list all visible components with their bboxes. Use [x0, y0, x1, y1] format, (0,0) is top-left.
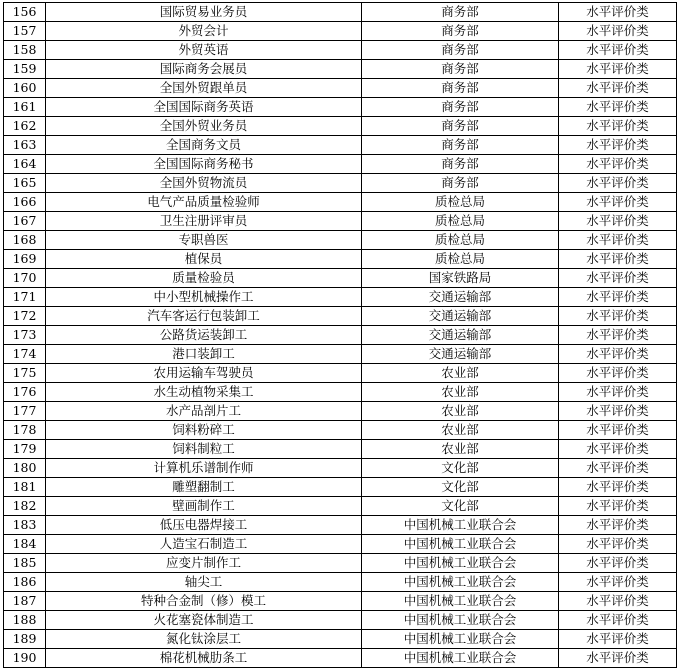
- category-cell: 水平评价类: [559, 79, 677, 98]
- category-cell: 水平评价类: [559, 60, 677, 79]
- row-number-cell: 185: [4, 554, 46, 573]
- department-cell: 商务部: [362, 3, 559, 22]
- category-cell: 水平评价类: [559, 41, 677, 60]
- row-number-cell: 159: [4, 60, 46, 79]
- category-cell: 水平评价类: [559, 212, 677, 231]
- department-cell: 商务部: [362, 174, 559, 193]
- row-number-cell: 186: [4, 573, 46, 592]
- occupation-name-cell: 全国国际商务秘书: [46, 155, 362, 174]
- table-row: [4, 98, 677, 117]
- occupation-name-cell: 中小型机械操作工: [46, 288, 362, 307]
- table-row: [4, 3, 677, 22]
- row-number-cell: 160: [4, 79, 46, 98]
- department-cell: 国家铁路局: [362, 269, 559, 288]
- row-number-cell: 167: [4, 212, 46, 231]
- table-row: [4, 535, 677, 554]
- department-cell: 商务部: [362, 41, 559, 60]
- department-cell: 中国机械工业联合会: [362, 649, 559, 668]
- row-number-cell: 174: [4, 345, 46, 364]
- category-cell: 水平评价类: [559, 288, 677, 307]
- row-number-cell: 177: [4, 402, 46, 421]
- department-cell: 交通运输部: [362, 288, 559, 307]
- category-cell: 水平评价类: [559, 535, 677, 554]
- department-cell: 交通运输部: [362, 345, 559, 364]
- table-row: [4, 364, 677, 383]
- document-page: [3, 2, 677, 668]
- department-cell: 商务部: [362, 155, 559, 174]
- department-cell: 农业部: [362, 364, 559, 383]
- department-cell: 质检总局: [362, 250, 559, 269]
- table-row: [4, 269, 677, 288]
- department-cell: 农业部: [362, 421, 559, 440]
- category-cell: 水平评价类: [559, 307, 677, 326]
- row-number-cell: 168: [4, 231, 46, 250]
- occupation-name-cell: 壁画制作工: [46, 497, 362, 516]
- category-cell: 水平评价类: [559, 231, 677, 250]
- occupation-name-cell: 氮化钛涂层工: [46, 630, 362, 649]
- occupation-name-cell: 特种合金制（修）模工: [46, 592, 362, 611]
- table-row: [4, 174, 677, 193]
- category-cell: 水平评价类: [559, 250, 677, 269]
- occupation-name-cell: 全国外贸跟单员: [46, 79, 362, 98]
- department-cell: 中国机械工业联合会: [362, 611, 559, 630]
- table-row: [4, 421, 677, 440]
- occupation-name-cell: 计算机乐谱制作师: [46, 459, 362, 478]
- department-cell: 中国机械工业联合会: [362, 554, 559, 573]
- category-cell: 水平评价类: [559, 573, 677, 592]
- occupation-name-cell: 电气产品质量检验师: [46, 193, 362, 212]
- occupation-name-cell: 植保员: [46, 250, 362, 269]
- row-number-cell: 180: [4, 459, 46, 478]
- occupation-name-cell: 质量检验员: [46, 269, 362, 288]
- department-cell: 中国机械工业联合会: [362, 535, 559, 554]
- department-cell: 中国机械工业联合会: [362, 592, 559, 611]
- occupation-name-cell: 卫生注册评审员: [46, 212, 362, 231]
- row-number-cell: 171: [4, 288, 46, 307]
- table-row: [4, 250, 677, 269]
- occupation-name-cell: 饲料粉碎工: [46, 421, 362, 440]
- category-cell: 水平评价类: [559, 193, 677, 212]
- table-body: [4, 3, 677, 668]
- department-cell: 商务部: [362, 117, 559, 136]
- occupation-name-cell: 农用运输车驾驶员: [46, 364, 362, 383]
- row-number-cell: 176: [4, 383, 46, 402]
- occupation-name-cell: 轴尖工: [46, 573, 362, 592]
- occupation-name-cell: 饲料制粒工: [46, 440, 362, 459]
- occupation-name-cell: 棉花机械肋条工: [46, 649, 362, 668]
- row-number-cell: 157: [4, 22, 46, 41]
- table-row: [4, 193, 677, 212]
- category-cell: 水平评价类: [559, 383, 677, 402]
- table-row: [4, 231, 677, 250]
- department-cell: 文化部: [362, 459, 559, 478]
- department-cell: 商务部: [362, 60, 559, 79]
- row-number-cell: 183: [4, 516, 46, 535]
- row-number-cell: 162: [4, 117, 46, 136]
- category-cell: 水平评价类: [559, 630, 677, 649]
- department-cell: 交通运输部: [362, 326, 559, 345]
- department-cell: 商务部: [362, 98, 559, 117]
- table-row: [4, 459, 677, 478]
- occupation-table: [3, 2, 677, 668]
- category-cell: 水平评价类: [559, 326, 677, 345]
- table-row: [4, 212, 677, 231]
- department-cell: 中国机械工业联合会: [362, 573, 559, 592]
- department-cell: 农业部: [362, 383, 559, 402]
- table-row: [4, 136, 677, 155]
- occupation-name-cell: 外贸会计: [46, 22, 362, 41]
- category-cell: 水平评价类: [559, 459, 677, 478]
- occupation-name-cell: 汽车客运行包装卸工: [46, 307, 362, 326]
- row-number-cell: 173: [4, 326, 46, 345]
- occupation-name-cell: 全国国际商务英语: [46, 98, 362, 117]
- occupation-name-cell: 全国外贸业务员: [46, 117, 362, 136]
- department-cell: 文化部: [362, 478, 559, 497]
- row-number-cell: 172: [4, 307, 46, 326]
- category-cell: 水平评价类: [559, 3, 677, 22]
- table-row: [4, 307, 677, 326]
- occupation-name-cell: 专职兽医: [46, 231, 362, 250]
- row-number-cell: 187: [4, 592, 46, 611]
- category-cell: 水平评价类: [559, 611, 677, 630]
- row-number-cell: 169: [4, 250, 46, 269]
- occupation-name-cell: 国际商务会展员: [46, 60, 362, 79]
- category-cell: 水平评价类: [559, 117, 677, 136]
- row-number-cell: 156: [4, 3, 46, 22]
- department-cell: 农业部: [362, 402, 559, 421]
- row-number-cell: 181: [4, 478, 46, 497]
- row-number-cell: 184: [4, 535, 46, 554]
- department-cell: 文化部: [362, 497, 559, 516]
- table-row: [4, 440, 677, 459]
- category-cell: 水平评价类: [559, 554, 677, 573]
- occupation-name-cell: 外贸英语: [46, 41, 362, 60]
- category-cell: 水平评价类: [559, 478, 677, 497]
- category-cell: 水平评价类: [559, 269, 677, 288]
- occupation-name-cell: 全国商务文员: [46, 136, 362, 155]
- occupation-name-cell: 低压电器焊接工: [46, 516, 362, 535]
- row-number-cell: 188: [4, 611, 46, 630]
- table-row: [4, 516, 677, 535]
- table-row: [4, 288, 677, 307]
- occupation-name-cell: 水生动植物采集工: [46, 383, 362, 402]
- table-row: [4, 402, 677, 421]
- table-row: [4, 592, 677, 611]
- occupation-name-cell: 港口装卸工: [46, 345, 362, 364]
- occupation-name-cell: 应变片制作工: [46, 554, 362, 573]
- table-row: [4, 41, 677, 60]
- table-row: [4, 155, 677, 174]
- row-number-cell: 170: [4, 269, 46, 288]
- row-number-cell: 178: [4, 421, 46, 440]
- row-number-cell: 161: [4, 98, 46, 117]
- category-cell: 水平评价类: [559, 497, 677, 516]
- table-row: [4, 79, 677, 98]
- department-cell: 中国机械工业联合会: [362, 516, 559, 535]
- occupation-name-cell: 雕塑翻制工: [46, 478, 362, 497]
- row-number-cell: 158: [4, 41, 46, 60]
- department-cell: 中国机械工业联合会: [362, 630, 559, 649]
- department-cell: 商务部: [362, 136, 559, 155]
- row-number-cell: 189: [4, 630, 46, 649]
- category-cell: 水平评价类: [559, 649, 677, 668]
- category-cell: 水平评价类: [559, 402, 677, 421]
- department-cell: 质检总局: [362, 212, 559, 231]
- occupation-name-cell: 水产品剖片工: [46, 402, 362, 421]
- category-cell: 水平评价类: [559, 136, 677, 155]
- category-cell: 水平评价类: [559, 364, 677, 383]
- table-row: [4, 117, 677, 136]
- department-cell: 质检总局: [362, 231, 559, 250]
- row-number-cell: 175: [4, 364, 46, 383]
- table-row: [4, 630, 677, 649]
- table-row: [4, 573, 677, 592]
- occupation-name-cell: 国际贸易业务员: [46, 3, 362, 22]
- category-cell: 水平评价类: [559, 421, 677, 440]
- occupation-name-cell: 火花塞瓷体制造工: [46, 611, 362, 630]
- table-row: [4, 383, 677, 402]
- row-number-cell: 166: [4, 193, 46, 212]
- department-cell: 质检总局: [362, 193, 559, 212]
- category-cell: 水平评价类: [559, 98, 677, 117]
- table-row: [4, 554, 677, 573]
- category-cell: 水平评价类: [559, 155, 677, 174]
- row-number-cell: 182: [4, 497, 46, 516]
- occupation-name-cell: 全国外贸物流员: [46, 174, 362, 193]
- row-number-cell: 179: [4, 440, 46, 459]
- table-row: [4, 611, 677, 630]
- category-cell: 水平评价类: [559, 592, 677, 611]
- row-number-cell: 163: [4, 136, 46, 155]
- row-number-cell: 190: [4, 649, 46, 668]
- row-number-cell: 164: [4, 155, 46, 174]
- occupation-name-cell: 人造宝石制造工: [46, 535, 362, 554]
- department-cell: 农业部: [362, 440, 559, 459]
- table-row: [4, 22, 677, 41]
- category-cell: 水平评价类: [559, 440, 677, 459]
- category-cell: 水平评价类: [559, 345, 677, 364]
- table-row: [4, 649, 677, 668]
- table-row: [4, 478, 677, 497]
- category-cell: 水平评价类: [559, 174, 677, 193]
- table-row: [4, 60, 677, 79]
- category-cell: 水平评价类: [559, 516, 677, 535]
- department-cell: 商务部: [362, 79, 559, 98]
- table-row: [4, 326, 677, 345]
- department-cell: 交通运输部: [362, 307, 559, 326]
- row-number-cell: 165: [4, 174, 46, 193]
- table-row: [4, 345, 677, 364]
- department-cell: 商务部: [362, 22, 559, 41]
- occupation-name-cell: 公路货运装卸工: [46, 326, 362, 345]
- table-row: [4, 497, 677, 516]
- category-cell: 水平评价类: [559, 22, 677, 41]
